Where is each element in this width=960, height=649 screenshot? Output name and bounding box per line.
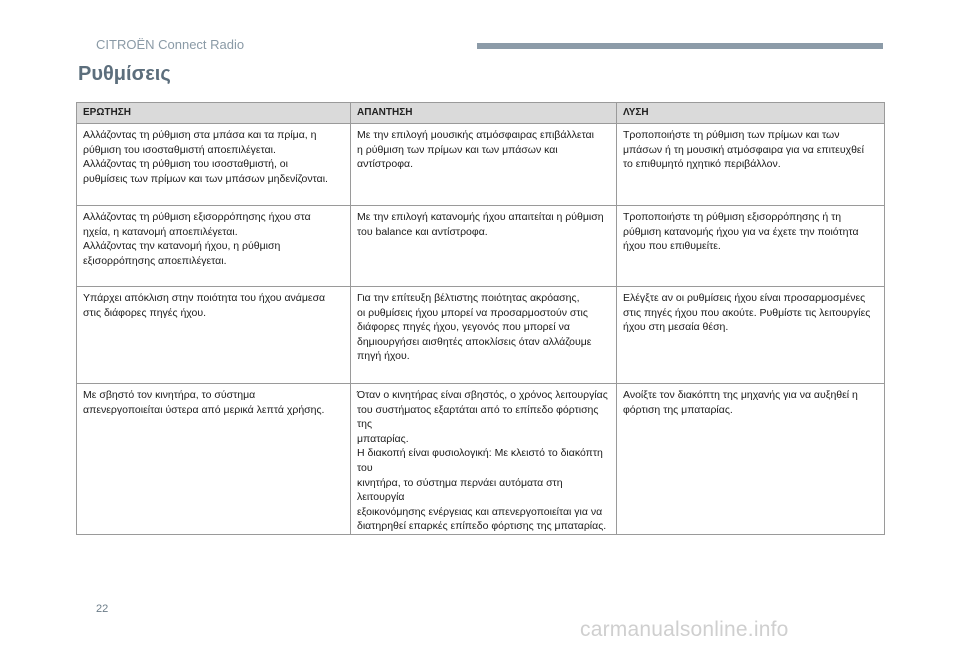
solution-cell: Ελέγξτε αν οι ρυθμίσεις ήχου είναι προσαρμοσμένες στις πηγές ήχου που ακούτε. Ρυθμίστε τις λειτουργίες ήχου στη μεσαία θέση. [617,287,885,384]
answer-cell: Με την επιλογή κατανομής ήχου απαιτείται η ρύθμιση του balance και αντίστροφα. [351,206,617,287]
column-header-question: ΕΡΩΤΗΣΗ [77,103,351,124]
faq-table [76,102,885,535]
header-bar [477,43,883,49]
table-header-row [77,103,885,124]
solution-cell: Τροποποιήστε τη ρύθμιση εξισορρόπησης ή τη ρύθμιση κατανομής ήχου για να έχετε την ποιότητα ήχου που επιθυμείτε. [617,206,885,287]
answer-cell: Όταν ο κινητήρας είναι σβηστός, ο χρόνος λειτουργίας του συστήματος εξαρτάται από το επίπεδο φόρτισης της μπαταρίας. Η διακοπή είναι φυσιολογική: Με κλειστό το διακόπτη του κινητήρα, το σύστημα περνάει αυτόματα στη λειτουργία εξοικονόμησης ενέργειας και απενεργοποιείται για να διατηρηθεί επαρκές επίπεδο φόρτισης της μπαταρίας. [351,384,617,535]
solution-cell: Τροποποιήστε τη ρύθμιση των πρίμων και των μπάσων ή τη μουσική ατμόσφαιρα για να επιτευχθεί το επιθυμητό ηχητικό περιβάλλον. [617,124,885,206]
solution-cell: Ανοίξτε τον διακόπτη της μηχανής για να αυξηθεί η φόρτιση της μπαταρίας. [617,384,885,535]
question-cell: Αλλάζοντας τη ρύθμιση στα μπάσα και τα πρίμα, η ρύθμιση του ισοσταθμιστή αποεπιλέγεται. Αλλάζοντας τη ρύθμιση του ισοσταθμιστή, οι ρυθμίσεις των πρίμων και των μπάσων μηδενίζονται. [77,124,351,206]
page-number: 22 [96,603,109,615]
watermark-link[interactable]: carmanualsonline.info [580,618,789,641]
table-row [77,384,885,535]
answer-cell: Για την επίτευξη βέλτιστης ποιότητας ακρόασης, οι ρυθμίσεις ήχου μπορεί να προσαρμοστούν στις διάφορες πηγές ήχου, γεγονός που μπορεί να δημιουργήσει αισθητές αποκλίσεις όταν αλλάζουμε πηγή ήχου. [351,287,617,384]
question-cell: Αλλάζοντας τη ρύθμιση εξισορρόπησης ήχου στα ηχεία, η κατανομή αποεπιλέγεται. Αλλάζοντας την κατανομή ήχου, η ρύθμιση εξισορρόπησης αποεπιλέγεται. [77,206,351,287]
column-header-answer: ΑΠΑΝΤΗΣΗ [351,103,617,124]
column-header-solution: ΛΥΣΗ [617,103,885,124]
answer-cell: Με την επιλογή μουσικής ατμόσφαιρας επιβάλλεται η ρύθμιση των πρίμων και των μπάσων και αντίστροφα. [351,124,617,206]
table-row [77,206,885,287]
question-cell: Με σβηστό τον κινητήρα, το σύστημα απενεργοποιείται ύστερα από μερικά λεπτά χρήσης. [77,384,351,535]
table-row [77,287,885,384]
table-row [77,124,885,206]
brand-label: CITROËN Connect Radio [96,37,245,52]
page-title: Ρυθμίσεις [78,63,171,85]
question-cell: Υπάρχει απόκλιση στην ποιότητα του ήχου ανάμεσα στις διάφορες πηγές ήχου. [77,287,351,384]
